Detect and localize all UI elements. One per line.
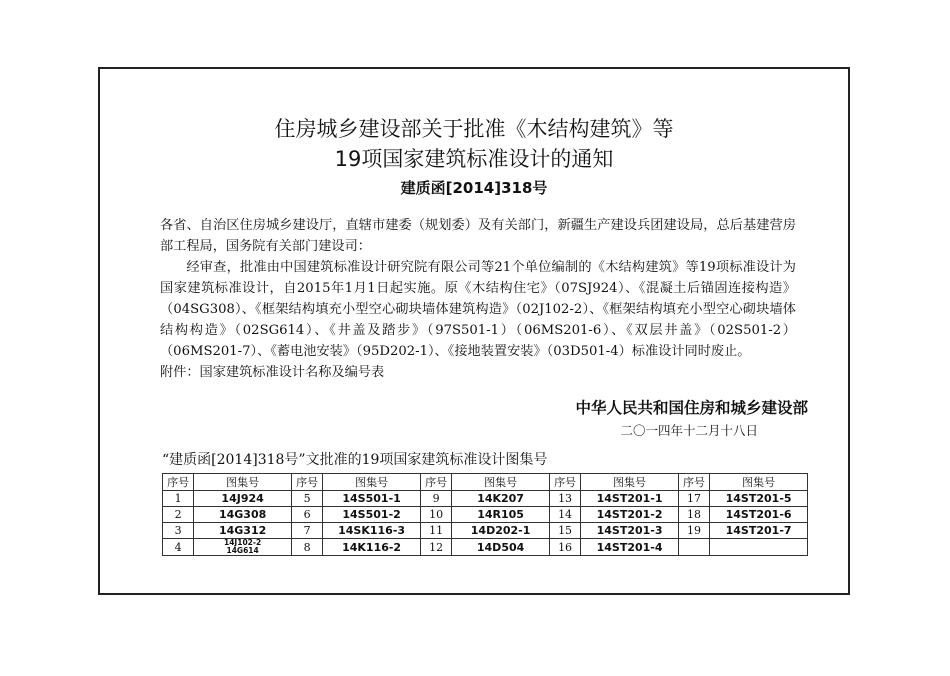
serial-number-cell: 1 (163, 491, 194, 507)
serial-number-cell: 15 (549, 523, 580, 539)
title-line-1: 住房城乡建设部关于批准《木结构建筑》等 (274, 117, 674, 141)
header-no: 序号 (291, 474, 322, 491)
table-caption: “建质函[2014]318号”文批准的19项国家建筑标准设计图集号 (162, 452, 548, 468)
table-row (163, 491, 808, 507)
serial-number-cell (678, 539, 709, 556)
header-code: 图集号 (323, 474, 421, 491)
addressee: 各省、自治区住房城乡建设厅，直辖市建委（规划委）及有关部门，新疆生产建设兵团建设局，总后基建营房部工程局，国务院有关部门建设司： (160, 218, 796, 254)
serial-number-cell: 5 (291, 491, 322, 507)
table-header-row (163, 474, 808, 491)
issue-date: 二〇一四年十二月十八日 (620, 423, 758, 438)
atlas-code-cell: 14R105 (452, 507, 550, 523)
atlas-code-cell: 14ST201-6 (710, 507, 808, 523)
serial-number-cell: 14 (549, 507, 580, 523)
atlas-code-cell: 14ST201-5 (710, 491, 808, 507)
atlas-code-cell: 14J924 (194, 491, 292, 507)
header-no: 序号 (678, 474, 709, 491)
header-code: 图集号 (710, 474, 808, 491)
atlas-code-cell: 14G312 (194, 523, 292, 539)
atlas-code-cell: 14K207 (452, 491, 550, 507)
atlas-code-cell: 14ST201-2 (581, 507, 679, 523)
header-no: 序号 (163, 474, 194, 491)
atlas-code-cell: 14S501-1 (323, 491, 421, 507)
atlas-code-cell (194, 539, 292, 556)
title-line-2: 19项国家建筑标准设计的通知 (334, 147, 614, 171)
serial-number-cell: 19 (678, 523, 709, 539)
atlas-code-cell: 14D202-1 (452, 523, 550, 539)
serial-number-cell: 11 (420, 523, 451, 539)
serial-number-cell: 7 (291, 523, 322, 539)
atlas-code-cell: 14ST201-7 (710, 523, 808, 539)
serial-number-cell: 6 (291, 507, 322, 523)
header-code: 图集号 (194, 474, 292, 491)
catalog-table (162, 473, 808, 556)
serial-number-cell: 13 (549, 491, 580, 507)
atlas-code-cell: 14ST201-4 (581, 539, 679, 556)
atlas-code-cell: 14D504 (452, 539, 550, 556)
serial-number-cell: 4 (163, 539, 194, 556)
atlas-code-cell: 14ST201-3 (581, 523, 679, 539)
header-code: 图集号 (581, 474, 679, 491)
attachment-note: 附件：国家建筑标准设计名称及编号表 (160, 365, 385, 380)
table-row (163, 539, 808, 556)
serial-number-cell: 9 (420, 491, 451, 507)
atlas-code-cell: 14S501-2 (323, 507, 421, 523)
serial-number-cell: 12 (420, 539, 451, 556)
serial-number-cell: 10 (420, 507, 451, 523)
atlas-code-cell (710, 539, 808, 556)
header-no: 序号 (420, 474, 451, 491)
atlas-code-line-1: 14J102-2 (224, 538, 262, 547)
atlas-code-cell: 14K116-2 (323, 539, 421, 556)
serial-number-cell: 16 (549, 539, 580, 556)
serial-number-cell: 2 (163, 507, 194, 523)
table-row (163, 507, 808, 523)
document-number: 建质函[2014]318号 (400, 179, 548, 197)
header-code: 图集号 (452, 474, 550, 491)
signatory: 中华人民共和国住房和城乡建设部 (575, 399, 808, 417)
serial-number-cell: 3 (163, 523, 194, 539)
serial-number-cell: 8 (291, 539, 322, 556)
body-text: 经审查，批准由中国建筑标准设计研究院有限公司等21个单位编制的《木结构建筑》等19项标准设计为国家建筑标准设计，自2015年1月1日起实施。原《木结构住宅》（07SJ924）、《混凝土后锚固连接构造》（04SG308）、《框架结构填充小型空心砌块墙体建筑构造》（02J102-2）、《框架结构填充小型空心砌块墙体结构构造》（02SG614）、《井盖及踏步》（97S501-1）（06MS201-6）、《双层井盖》（02S501-2）（06MS201-7）、《蓄电池安装》（95D202-1）、《接地装置安装》（03D501-4）标准设计同时废止。 (160, 260, 796, 359)
atlas-code-cell: 14G308 (194, 507, 292, 523)
atlas-code-line-2: 14G614 (226, 546, 259, 555)
serial-number-cell: 17 (678, 491, 709, 507)
atlas-code-cell: 14SK116-3 (323, 523, 421, 539)
serial-number-cell: 18 (678, 507, 709, 523)
notice-body (160, 215, 796, 383)
table-row (163, 523, 808, 539)
header-no: 序号 (549, 474, 580, 491)
atlas-code-cell: 14ST201-1 (581, 491, 679, 507)
document-frame (98, 67, 850, 595)
